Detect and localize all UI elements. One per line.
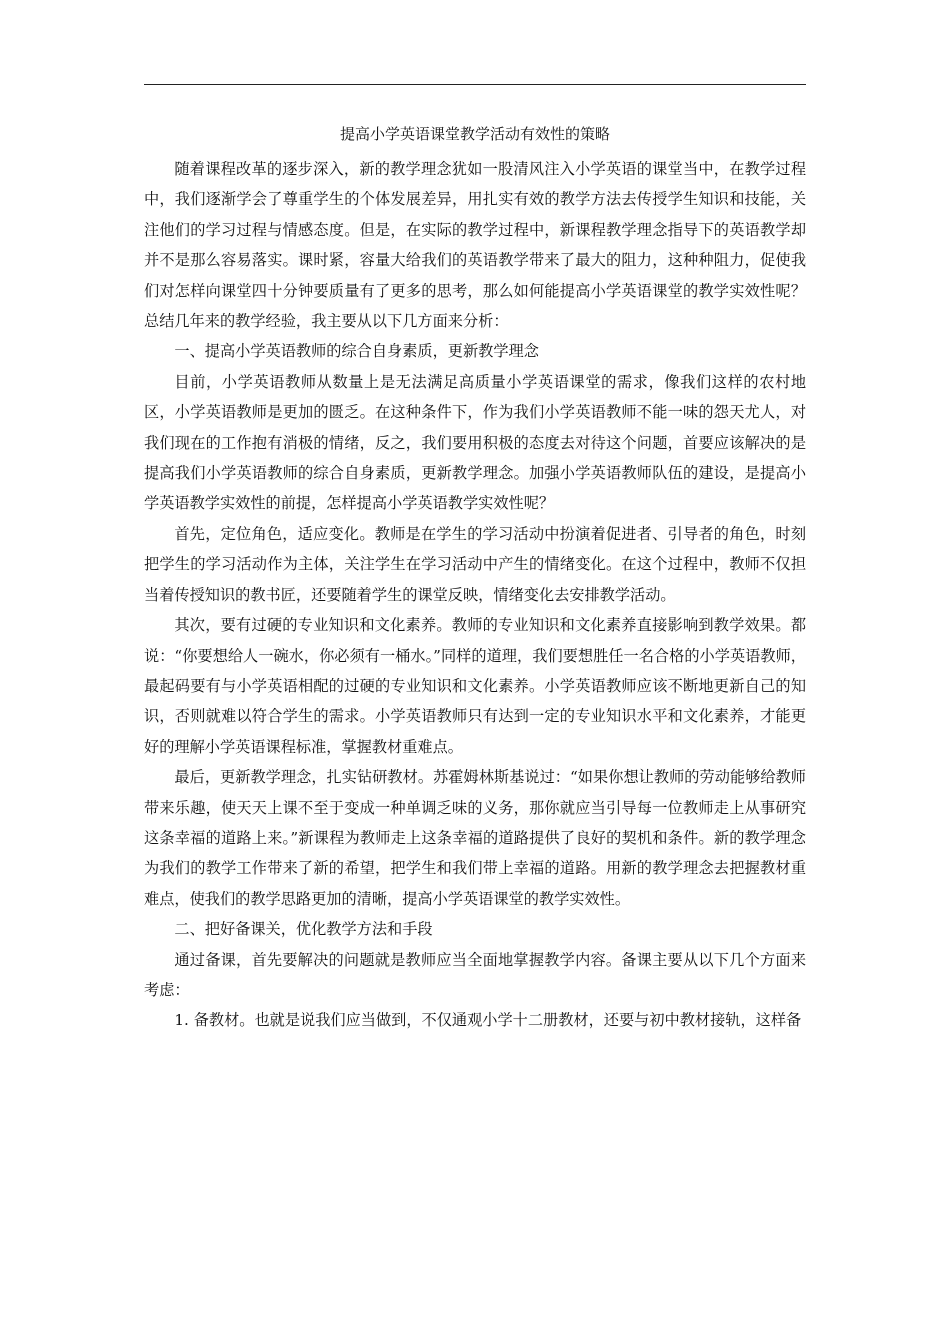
paragraph-current-situation: 目前，小学英语教师从数量上是无法满足高质量小学英语课堂的需求，像我们这样的农村地区，小学英语教师是更加的匮乏。在这种条件下，作为我们小学英语教师不能一味的怨天尤人，对我们现在的工作抱有消极的情绪，反之，我们要用积极的态度去对待这个问题，首要应该解决的是提高我们小学英语教师的综合自身素质，更新教学理念。加强小学英语教师队伍的建设，是提高小学英语教学实效性的前提，怎样提高小学英语教学实效性呢？: [144, 372, 806, 513]
paragraph-lesson-prep: 通过备课，首先要解决的问题就是教师应当全面地掌握教学内容。备课主要从以下几个方面来考虑：: [144, 950, 806, 999]
document-body: [144, 154, 806, 1036]
paragraph-intro: 随着课程改革的逐步深入，新的教学理念犹如一股清风注入小学英语的课堂当中，在教学过程中，我们逐渐学会了尊重学生的个体发展差异，用扎实有效的教学方法去传授学生知识和技能，关注他们的学习过程与情感态度。但是，在实际的教学过程中，新课程教学理念指导下的英语教学却并不是那么容易落实。课时紧，容量大给我们的英语教学带来了最大的阻力，这种种阻力，促使我们对怎样向课堂四十分钟要质量有了更多的思考，那么如何能提高小学英语课堂的教学实效性呢？总结几年来的教学经验，我主要从以下几方面来分析：: [144, 160, 806, 331]
section-heading-1: 一、提高小学英语教师的综合自身素质，更新教学理念: [174, 342, 539, 361]
header-rule: [144, 84, 806, 85]
section-heading-2: 二、把好备课关，优化教学方法和手段: [174, 920, 433, 939]
document-title: 提高小学英语课堂教学活动有效性的策略: [339, 125, 610, 143]
list-item-1: 1. 备教材。也就是说我们应当做到，不仅通观小学十二册教材，还要与初中教材接轨，这样备: [174, 1011, 802, 1030]
paragraph-second: 其次，要有过硬的专业知识和文化素养。教师的专业知识和文化素养直接影响到教学效果。都说：“你要想给人一碗水，你必须有一桶水。”同样的道理，我们要想胜任一名合格的小学英语教师，最起码要有与小学英语相配的过硬的专业知识和文化素养。小学英语教师应该不断地更新自己的知识，否则就难以符合学生的需求。小学英语教师只有达到一定的专业知识水平和文化素养，才能更好的理解小学英语课程标准，掌握教材重难点。: [144, 616, 806, 756]
paragraph-last: 最后，更新教学理念，扎实钻研教材。苏霍姆林斯基说过：“如果你想让教师的劳动能够给教师带来乐趣，使天天上课不至于变成一种单调乏味的义务，那你就应当引导每一位教师走上从事研究这条幸福的道路上来。”新课程为教师走上这条幸福的道路提供了良好的契机和条件。新的教学理念为我们的教学工作带来了新的希望，把学生和我们带上幸福的道路。用新的教学理念去把握教材重难点，使我们的教学思路更加的清晰，提高小学英语课堂的教学实效性。: [144, 768, 806, 908]
paragraph-first: 首先，定位角色，适应变化。教师是在学生的学习活动中扮演着促进者、引导者的角色，时刻把学生的学习活动作为主体，关注学生在学习活动中产生的情绪变化。在这个过程中，教师不仅担当着传授知识的教书匠，还要随着学生的课堂反映，情绪变化去安排教学活动。: [144, 524, 806, 604]
